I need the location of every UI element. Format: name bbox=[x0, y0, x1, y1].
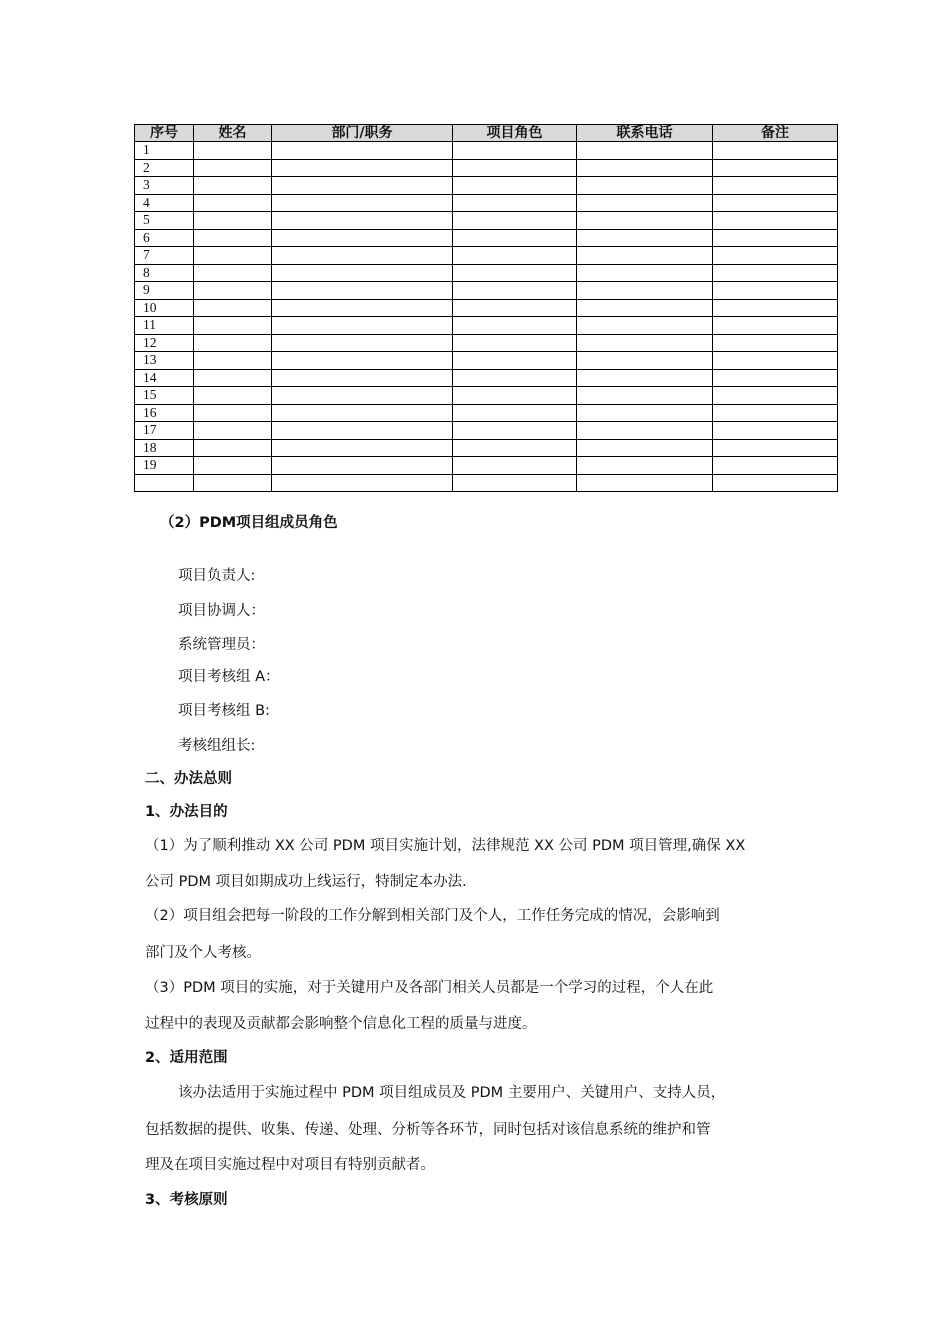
roles-heading: （2）PDM项目组成员角色 bbox=[160, 515, 338, 531]
empty-cell bbox=[713, 282, 838, 300]
empty-cell bbox=[453, 194, 577, 212]
table-row bbox=[135, 229, 838, 247]
table-row bbox=[135, 177, 838, 195]
empty-cell bbox=[272, 422, 453, 440]
empty-cell bbox=[453, 159, 577, 177]
table-row bbox=[135, 159, 838, 177]
table-row bbox=[135, 387, 838, 405]
empty-cell bbox=[194, 159, 272, 177]
row-number-cell: 5 bbox=[135, 212, 194, 230]
row-number-cell: 10 bbox=[135, 299, 194, 317]
empty-cell bbox=[577, 159, 713, 177]
empty-cell bbox=[194, 247, 272, 265]
empty-cell bbox=[272, 159, 453, 177]
empty-cell bbox=[194, 299, 272, 317]
subsection-heading: 1、办法目的 bbox=[145, 804, 228, 820]
empty-cell bbox=[194, 282, 272, 300]
paragraph-line: 过程中的表现及贡献都会影响整个信息化工程的质量与进度。 bbox=[145, 1016, 537, 1032]
empty-cell bbox=[713, 264, 838, 282]
empty-cell bbox=[194, 387, 272, 405]
empty-cell bbox=[453, 422, 577, 440]
empty-cell bbox=[577, 334, 713, 352]
empty-cell bbox=[577, 457, 713, 475]
paragraph-line: 包括数据的提供、收集、传递、处理、分析等各环节，同时包括对该信息系统的维护和管 bbox=[145, 1122, 711, 1138]
empty-cell bbox=[453, 247, 577, 265]
empty-cell bbox=[272, 352, 453, 370]
empty-cell bbox=[272, 474, 453, 492]
empty-cell bbox=[194, 422, 272, 440]
row-number-cell: 17 bbox=[135, 422, 194, 440]
empty-cell bbox=[577, 212, 713, 230]
empty-cell bbox=[453, 282, 577, 300]
row-number-cell: 3 bbox=[135, 177, 194, 195]
empty-cell bbox=[194, 177, 272, 195]
empty-cell bbox=[713, 194, 838, 212]
empty-cell bbox=[713, 317, 838, 335]
empty-cell bbox=[194, 404, 272, 422]
empty-cell bbox=[577, 439, 713, 457]
header-seq: 序号 bbox=[135, 125, 194, 142]
empty-cell bbox=[577, 422, 713, 440]
empty-cell bbox=[272, 299, 453, 317]
empty-cell bbox=[194, 142, 272, 160]
paragraph-line: 公司 PDM 项目如期成功上线运行，特制定本办法. bbox=[145, 874, 467, 890]
row-number-cell bbox=[135, 474, 194, 492]
role-item: 系统管理员： bbox=[178, 637, 265, 653]
role-item: 项目负责人: bbox=[178, 568, 256, 584]
empty-cell bbox=[453, 334, 577, 352]
empty-cell bbox=[272, 177, 453, 195]
empty-cell bbox=[453, 142, 577, 160]
empty-cell bbox=[713, 334, 838, 352]
row-number-cell: 15 bbox=[135, 387, 194, 405]
empty-cell bbox=[272, 212, 453, 230]
table-row bbox=[135, 457, 838, 475]
empty-cell bbox=[713, 422, 838, 440]
row-number-cell: 9 bbox=[135, 282, 194, 300]
role-item: 项目考核组 A： bbox=[178, 669, 280, 685]
table-row bbox=[135, 194, 838, 212]
table-row bbox=[135, 142, 838, 160]
table-row bbox=[135, 317, 838, 335]
empty-cell bbox=[272, 404, 453, 422]
empty-cell bbox=[194, 352, 272, 370]
paragraph-line: （2）项目组会把每一阶段的工作分解到相关部门及个人，工作任务完成的情况，会影响到 bbox=[145, 908, 720, 924]
empty-cell bbox=[453, 212, 577, 230]
empty-cell bbox=[272, 229, 453, 247]
empty-cell bbox=[577, 474, 713, 492]
row-number-cell: 8 bbox=[135, 264, 194, 282]
row-number-cell: 18 bbox=[135, 439, 194, 457]
empty-cell bbox=[194, 229, 272, 247]
header-role: 项目角色 bbox=[453, 125, 577, 142]
row-number-cell: 11 bbox=[135, 317, 194, 335]
empty-cell bbox=[577, 142, 713, 160]
row-number-cell: 4 bbox=[135, 194, 194, 212]
empty-cell bbox=[453, 439, 577, 457]
empty-cell bbox=[713, 352, 838, 370]
empty-cell bbox=[577, 352, 713, 370]
empty-cell bbox=[194, 317, 272, 335]
empty-cell bbox=[713, 404, 838, 422]
row-number-cell: 1 bbox=[135, 142, 194, 160]
empty-cell bbox=[713, 439, 838, 457]
empty-cell bbox=[713, 387, 838, 405]
subsection-heading: 2、适用范围 bbox=[145, 1050, 228, 1066]
empty-cell bbox=[577, 264, 713, 282]
project-member-table bbox=[134, 124, 838, 492]
table-row bbox=[135, 422, 838, 440]
subsection-heading: 3、考核原则 bbox=[145, 1192, 228, 1208]
empty-cell bbox=[453, 317, 577, 335]
role-item: 项目考核组 B: bbox=[178, 703, 270, 719]
empty-cell bbox=[713, 247, 838, 265]
empty-cell bbox=[272, 439, 453, 457]
empty-cell bbox=[577, 247, 713, 265]
paragraph-line: 部门及个人考核。 bbox=[145, 945, 261, 961]
empty-cell bbox=[453, 457, 577, 475]
empty-cell bbox=[453, 369, 577, 387]
role-item: 考核组组长: bbox=[178, 738, 256, 754]
empty-cell bbox=[577, 229, 713, 247]
header-remark: 备注 bbox=[713, 125, 838, 142]
empty-cell bbox=[272, 282, 453, 300]
empty-cell bbox=[453, 352, 577, 370]
empty-cell bbox=[272, 369, 453, 387]
empty-cell bbox=[272, 264, 453, 282]
table-row bbox=[135, 404, 838, 422]
row-number-cell: 13 bbox=[135, 352, 194, 370]
table-row bbox=[135, 299, 838, 317]
table-row bbox=[135, 212, 838, 230]
section-heading: 二、办法总则 bbox=[145, 771, 232, 787]
empty-cell bbox=[713, 369, 838, 387]
table-row bbox=[135, 369, 838, 387]
empty-cell bbox=[577, 194, 713, 212]
empty-cell bbox=[453, 387, 577, 405]
empty-cell bbox=[272, 142, 453, 160]
row-number-cell: 2 bbox=[135, 159, 194, 177]
empty-cell bbox=[577, 299, 713, 317]
paragraph-line: 该办法适用于实施过程中 PDM 项目组成员及 PDM 主要用户、关键用户、支持人员， bbox=[178, 1085, 726, 1101]
paragraph-line: （3）PDM 项目的实施，对于关键用户及各部门相关人员都是一个学习的过程，个人在此 bbox=[145, 980, 714, 996]
empty-cell bbox=[713, 229, 838, 247]
header-name: 姓名 bbox=[194, 125, 272, 142]
empty-cell bbox=[194, 369, 272, 387]
empty-cell bbox=[272, 334, 453, 352]
empty-cell bbox=[453, 474, 577, 492]
empty-cell bbox=[194, 334, 272, 352]
empty-cell bbox=[194, 474, 272, 492]
empty-cell bbox=[453, 299, 577, 317]
empty-cell bbox=[453, 177, 577, 195]
table-row bbox=[135, 334, 838, 352]
empty-cell bbox=[577, 177, 713, 195]
empty-cell bbox=[272, 247, 453, 265]
empty-cell bbox=[453, 229, 577, 247]
role-item: 项目协调人： bbox=[178, 603, 265, 619]
empty-cell bbox=[713, 142, 838, 160]
empty-cell bbox=[453, 404, 577, 422]
table-row bbox=[135, 264, 838, 282]
empty-cell bbox=[577, 282, 713, 300]
table-row bbox=[135, 474, 838, 492]
row-number-cell: 12 bbox=[135, 334, 194, 352]
row-number-cell: 14 bbox=[135, 369, 194, 387]
empty-cell bbox=[272, 387, 453, 405]
empty-cell bbox=[577, 369, 713, 387]
row-number-cell: 16 bbox=[135, 404, 194, 422]
empty-cell bbox=[194, 194, 272, 212]
paragraph-line: （1）为了顺利推动 XX 公司 PDM 项目实施计划，法律规范 XX 公司 PDM 项目管理,确保 XX bbox=[145, 838, 746, 854]
empty-cell bbox=[577, 387, 713, 405]
paragraph-line: 理及在项目实施过程中对项目有特别贡献者。 bbox=[145, 1157, 435, 1173]
empty-cell bbox=[713, 457, 838, 475]
row-number-cell: 7 bbox=[135, 247, 194, 265]
row-number-cell: 19 bbox=[135, 457, 194, 475]
empty-cell bbox=[194, 212, 272, 230]
table-header-row bbox=[135, 125, 838, 142]
empty-cell bbox=[713, 212, 838, 230]
empty-cell bbox=[713, 474, 838, 492]
empty-cell bbox=[272, 317, 453, 335]
table-row bbox=[135, 282, 838, 300]
empty-cell bbox=[194, 439, 272, 457]
empty-cell bbox=[713, 299, 838, 317]
row-number-cell: 6 bbox=[135, 229, 194, 247]
empty-cell bbox=[713, 159, 838, 177]
table-row bbox=[135, 247, 838, 265]
header-dept: 部门/职务 bbox=[272, 125, 453, 142]
empty-cell bbox=[577, 317, 713, 335]
empty-cell bbox=[194, 264, 272, 282]
empty-cell bbox=[577, 404, 713, 422]
table-row bbox=[135, 352, 838, 370]
header-phone: 联系电话 bbox=[577, 125, 713, 142]
empty-cell bbox=[713, 177, 838, 195]
table-row bbox=[135, 439, 838, 457]
empty-cell bbox=[194, 457, 272, 475]
empty-cell bbox=[272, 194, 453, 212]
empty-cell bbox=[453, 264, 577, 282]
empty-cell bbox=[272, 457, 453, 475]
